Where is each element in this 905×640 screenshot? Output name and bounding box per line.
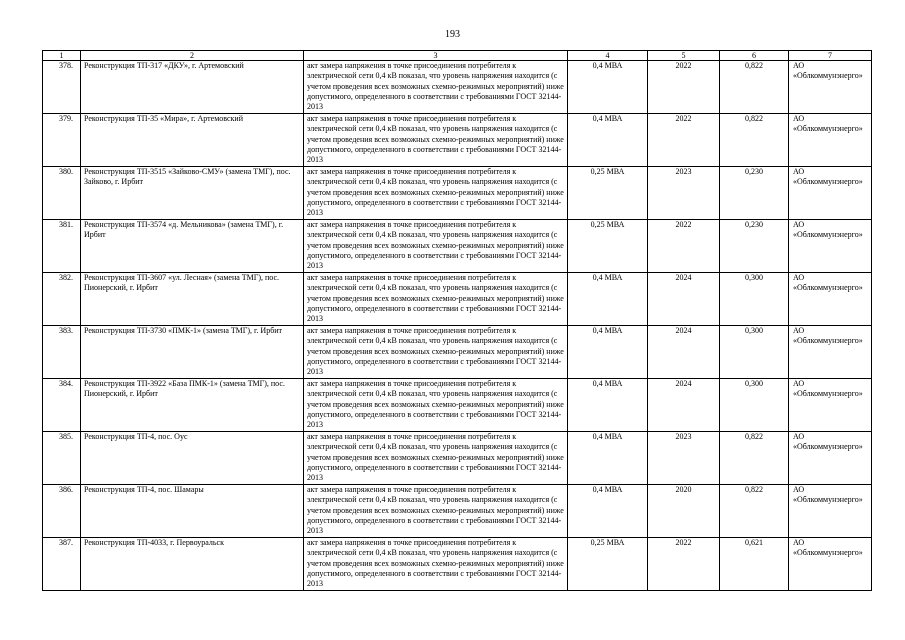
row-number: 383.	[43, 326, 81, 379]
value-cell: 0,822	[720, 432, 789, 485]
row-number: 380.	[43, 167, 81, 220]
year-cell: 2022	[648, 220, 720, 273]
value-cell: 0,621	[720, 538, 789, 591]
reason-text: акт замера напряжения в точке присоединения потребителя к электрической сети 0,4 кВ показал, что уровень напряжения находится (с учетом проведения всех возможных схемно-режимных мероприятий) ниже допустимого, определенного в соответствии с требованиями ГОСТ 32144-2013	[304, 61, 568, 114]
owner-cell: АО «Облкоммунэнерго»	[789, 326, 872, 379]
year-cell: 2022	[648, 114, 720, 167]
reason-text: акт замера напряжения в точке присоединения потребителя к электрической сети 0,4 кВ показал, что уровень напряжения находится (с учетом проведения всех возможных схемно-режимных мероприятий) ниже допустимого, определенного в соответствии с требованиями ГОСТ 32144-2013	[304, 114, 568, 167]
column-header: 5	[648, 51, 720, 61]
value-cell: 0,300	[720, 273, 789, 326]
row-number: 386.	[43, 485, 81, 538]
column-header: 1	[43, 51, 81, 61]
table-row	[43, 485, 872, 538]
object-name: Реконструкция ТП-3515 «Зайково-СМУ» (замена ТМГ), пос. Зайково, г. Ирбит	[81, 167, 304, 220]
object-name: Реконструкция ТП-35 «Мира», г. Артемовский	[81, 114, 304, 167]
value-cell: 0,300	[720, 379, 789, 432]
table-row	[43, 326, 872, 379]
table-row	[43, 220, 872, 273]
row-number: 378.	[43, 61, 81, 114]
owner-cell: АО «Облкоммунэнерго»	[789, 114, 872, 167]
object-name: Реконструкция ТП-4, пос. Шамары	[81, 485, 304, 538]
object-name: Реконструкция ТП-4033, г. Первоуральск	[81, 538, 304, 591]
capacity-cell: 0,4 МВА	[568, 379, 648, 432]
year-cell: 2022	[648, 538, 720, 591]
object-name: Реконструкция ТП-3574 «д. Мельникова» (замена ТМГ), г. Ирбит	[81, 220, 304, 273]
table-row	[43, 273, 872, 326]
value-cell: 0,822	[720, 114, 789, 167]
column-header: 4	[568, 51, 648, 61]
owner-cell: АО «Облкоммунэнерго»	[789, 485, 872, 538]
owner-cell: АО «Облкоммунэнерго»	[789, 167, 872, 220]
table-row	[43, 432, 872, 485]
row-number: 384.	[43, 379, 81, 432]
owner-cell: АО «Облкоммунэнерго»	[789, 379, 872, 432]
table-body	[43, 61, 872, 591]
row-number: 379.	[43, 114, 81, 167]
capacity-cell: 0,4 МВА	[568, 61, 648, 114]
reason-text: акт замера напряжения в точке присоединения потребителя к электрической сети 0,4 кВ показал, что уровень напряжения находится (с учетом проведения всех возможных схемно-режимных мероприятий) ниже допустимого, определенного в соответствии с требованиями ГОСТ 32144-2013	[304, 167, 568, 220]
capacity-cell: 0,4 МВА	[568, 273, 648, 326]
capacity-cell: 0,4 МВА	[568, 432, 648, 485]
reason-text: акт замера напряжения в точке присоединения потребителя к электрической сети 0,4 кВ показал, что уровень напряжения находится (с учетом проведения всех возможных схемно-режимных мероприятий) ниже допустимого, определенного в соответствии с требованиями ГОСТ 32144-2013	[304, 432, 568, 485]
column-header: 7	[789, 51, 872, 61]
page-number: 193	[445, 29, 460, 40]
table-row	[43, 167, 872, 220]
row-number: 385.	[43, 432, 81, 485]
object-name: Реконструкция ТП-3730 «ПМК-1» (замена ТМГ), г. Ирбит	[81, 326, 304, 379]
value-cell: 0,230	[720, 220, 789, 273]
capacity-cell: 0,25 МВА	[568, 538, 648, 591]
value-cell: 0,822	[720, 485, 789, 538]
reason-text: акт замера напряжения в точке присоединения потребителя к электрической сети 0,4 кВ показал, что уровень напряжения находится (с учетом проведения всех возможных схемно-режимных мероприятий) ниже допустимого, определенного в соответствии с требованиями ГОСТ 32144-2013	[304, 326, 568, 379]
owner-cell: АО «Облкоммунэнерго»	[789, 220, 872, 273]
year-cell: 2024	[648, 273, 720, 326]
owner-cell: АО «Облкоммунэнерго»	[789, 61, 872, 114]
data-table	[42, 50, 872, 591]
year-cell: 2020	[648, 485, 720, 538]
column-header: 2	[81, 51, 304, 61]
object-name: Реконструкция ТП-4, пос. Оус	[81, 432, 304, 485]
capacity-cell: 0,4 МВА	[568, 114, 648, 167]
table-row	[43, 538, 872, 591]
table-header-row	[43, 51, 872, 61]
reason-text: акт замера напряжения в точке присоединения потребителя к электрической сети 0,4 кВ показал, что уровень напряжения находится (с учетом проведения всех возможных схемно-режимных мероприятий) ниже допустимого, определенного в соответствии с требованиями ГОСТ 32144-2013	[304, 538, 568, 591]
owner-cell: АО «Облкоммунэнерго»	[789, 538, 872, 591]
column-header: 3	[304, 51, 568, 61]
capacity-cell: 0,4 МВА	[568, 326, 648, 379]
reason-text: акт замера напряжения в точке присоединения потребителя к электрической сети 0,4 кВ показал, что уровень напряжения находится (с учетом проведения всех возможных схемно-режимных мероприятий) ниже допустимого, определенного в соответствии с требованиями ГОСТ 32144-2013	[304, 273, 568, 326]
year-cell: 2023	[648, 432, 720, 485]
row-number: 387.	[43, 538, 81, 591]
table-row	[43, 379, 872, 432]
value-cell: 0,300	[720, 326, 789, 379]
object-name: Реконструкция ТП-3922 «База ПМК-1» (замена ТМГ), пос. Пионерский, г. Ирбит	[81, 379, 304, 432]
owner-cell: АО «Облкоммунэнерго»	[789, 432, 872, 485]
table-row	[43, 61, 872, 114]
row-number: 381.	[43, 220, 81, 273]
object-name: Реконструкция ТП-3607 «ул. Лесная» (замена ТМГ), пос. Пионерский, г. Ирбит	[81, 273, 304, 326]
year-cell: 2023	[648, 167, 720, 220]
capacity-cell: 0,25 МВА	[568, 167, 648, 220]
capacity-cell: 0,25 МВА	[568, 220, 648, 273]
reason-text: акт замера напряжения в точке присоединения потребителя к электрической сети 0,4 кВ показал, что уровень напряжения находится (с учетом проведения всех возможных схемно-режимных мероприятий) ниже допустимого, определенного в соответствии с требованиями ГОСТ 32144-2013	[304, 485, 568, 538]
value-cell: 0,230	[720, 167, 789, 220]
column-header: 6	[720, 51, 789, 61]
reason-text: акт замера напряжения в точке присоединения потребителя к электрической сети 0,4 кВ показал, что уровень напряжения находится (с учетом проведения всех возможных схемно-режимных мероприятий) ниже допустимого, определенного в соответствии с требованиями ГОСТ 32144-2013	[304, 220, 568, 273]
year-cell: 2022	[648, 61, 720, 114]
owner-cell: АО «Облкоммунэнерго»	[789, 273, 872, 326]
value-cell: 0,822	[720, 61, 789, 114]
capacity-cell: 0,4 МВА	[568, 485, 648, 538]
year-cell: 2024	[648, 326, 720, 379]
reason-text: акт замера напряжения в точке присоединения потребителя к электрической сети 0,4 кВ показал, что уровень напряжения находится (с учетом проведения всех возможных схемно-режимных мероприятий) ниже допустимого, определенного в соответствии с требованиями ГОСТ 32144-2013	[304, 379, 568, 432]
object-name: Реконструкция ТП-317 «ДКУ», г. Артемовский	[81, 61, 304, 114]
year-cell: 2024	[648, 379, 720, 432]
row-number: 382.	[43, 273, 81, 326]
table-row	[43, 114, 872, 167]
